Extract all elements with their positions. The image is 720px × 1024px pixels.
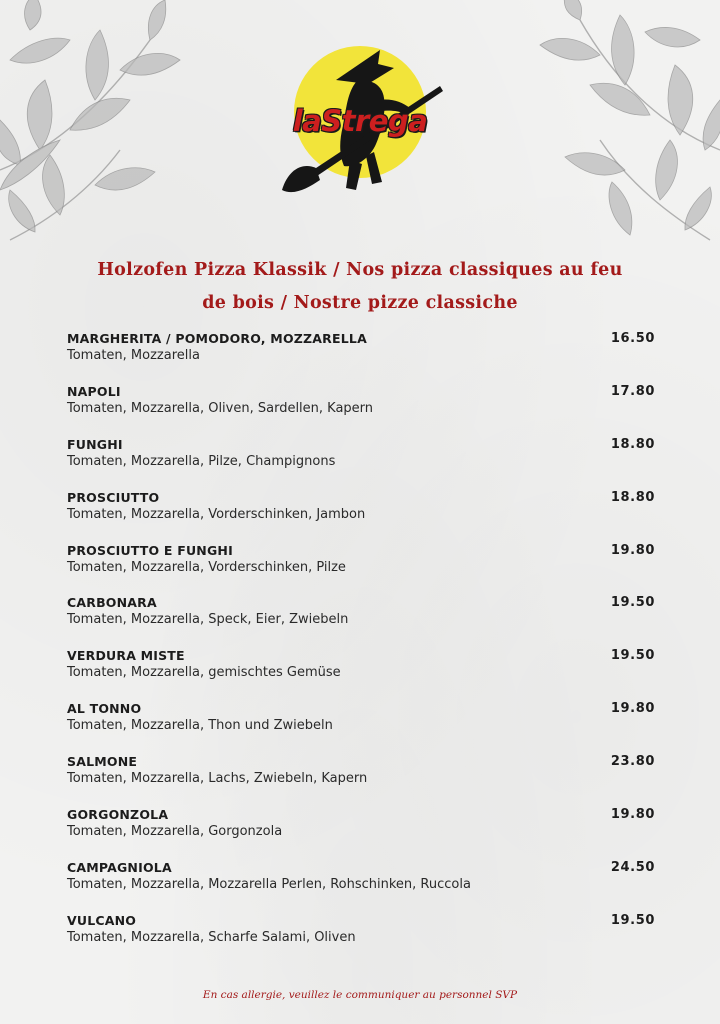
item-description: Tomaten, Mozzarella, Gorgonzola <box>67 824 283 840</box>
item-name: VERDURA MISTE <box>67 648 185 664</box>
item-price: 17.80 <box>610 383 655 399</box>
menu-item <box>67 594 655 647</box>
leaf-branch-left-icon <box>0 0 200 260</box>
item-description: Tomaten, Mozzarella, Mozzarella Perlen, Rohschinken, Ruccola <box>67 876 471 892</box>
item-name: NAPOLI <box>67 383 121 399</box>
item-name: MARGHERITA / POMODORO, MOZZARELLA <box>67 331 367 346</box>
logo-wordmark: laStrega <box>292 104 428 138</box>
item-name: SALMONE <box>67 754 138 770</box>
item-price: 18.80 <box>610 436 655 452</box>
item-description: Tomaten, Mozzarella, Pilze, Champignons <box>67 453 336 469</box>
heading-line-2: de bois / Nostre pizze classiche <box>202 293 518 313</box>
menu-item <box>67 806 655 859</box>
item-description: Tomaten, Mozzarella, gemischtes Gemüse <box>67 665 341 681</box>
menu-item <box>67 330 655 383</box>
menu-item <box>67 436 655 489</box>
menu-section-heading <box>90 254 630 320</box>
item-description: Tomaten, Mozzarella <box>67 348 200 363</box>
item-price: 19.50 <box>610 595 655 611</box>
menu-item <box>67 700 655 753</box>
item-name: CAMPAGNIOLA <box>67 859 172 875</box>
menu-item <box>67 647 655 700</box>
item-name: GORGONZOLA <box>67 807 169 823</box>
la-strega-logo <box>270 40 450 210</box>
item-description: Tomaten, Mozzarella, Scharfe Salami, Oliven <box>67 929 356 945</box>
item-name: PROSCIUTTO E FUNGHI <box>67 542 233 558</box>
item-description: Tomaten, Mozzarella, Vorderschinken, Pilze <box>67 559 346 575</box>
item-description: Tomaten, Mozzarella, Lachs, Zwiebeln, Kapern <box>67 771 368 787</box>
heading-line-1: Holzofen Pizza Klassik / Nos pizza classiques au feu <box>97 260 623 280</box>
menu-item <box>67 859 655 912</box>
item-price: 19.50 <box>610 648 655 664</box>
item-description: Tomaten, Mozzarella, Oliven, Sardellen, Kapern <box>67 400 374 416</box>
menu-item <box>67 542 655 595</box>
item-price: 18.80 <box>610 489 655 505</box>
menu-item <box>67 753 655 806</box>
menu-item <box>67 912 655 965</box>
item-name: AL TONNO <box>67 701 142 717</box>
item-name: CARBONARA <box>67 595 157 611</box>
pizza-list <box>67 330 655 965</box>
item-price: 16.50 <box>610 331 655 346</box>
item-price: 24.50 <box>610 859 655 875</box>
item-price: 19.50 <box>610 912 655 928</box>
item-price: 19.80 <box>610 701 655 717</box>
item-name: FUNGHI <box>67 436 123 452</box>
leaf-branch-right-icon <box>510 0 720 260</box>
item-description: Tomaten, Mozzarella, Vorderschinken, Jambon <box>67 506 366 522</box>
item-name: VULCANO <box>67 912 137 928</box>
item-price: 19.80 <box>610 542 655 558</box>
menu-item <box>67 489 655 542</box>
item-name: PROSCIUTTO <box>67 489 160 505</box>
item-description: Tomaten, Mozzarella, Thon und Zwiebeln <box>67 718 333 734</box>
menu-item <box>67 383 655 436</box>
item-description: Tomaten, Mozzarella, Speck, Eier, Zwiebeln <box>67 612 349 628</box>
item-price: 23.80 <box>610 754 655 770</box>
item-price: 19.80 <box>610 807 655 823</box>
allergy-note: En cas allergie, veuillez le communiquer au personnel SVP <box>202 989 518 1001</box>
